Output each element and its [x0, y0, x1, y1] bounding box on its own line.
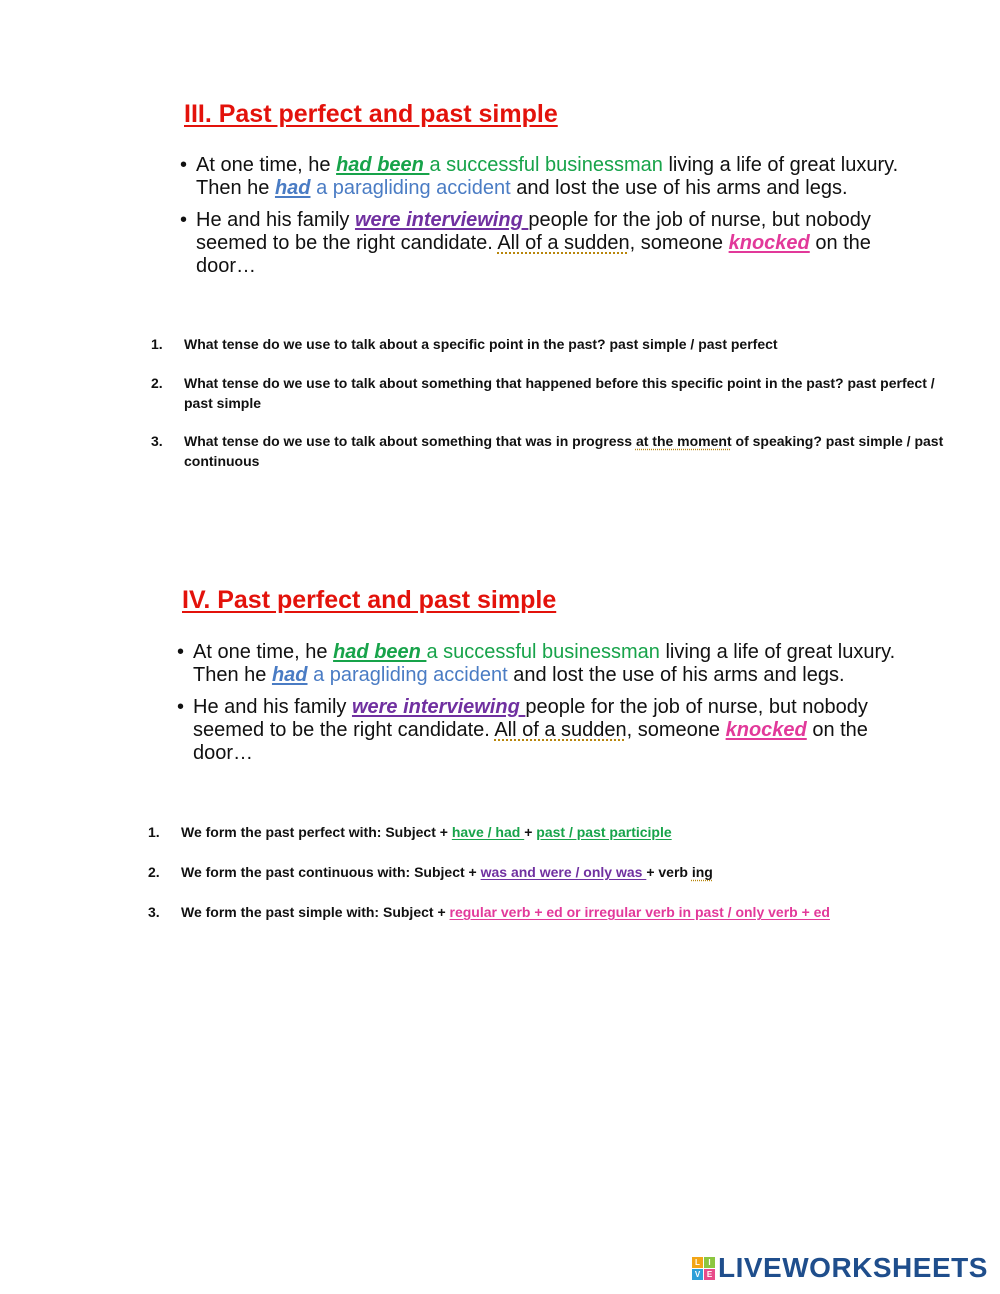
verb-had: had [274, 177, 311, 199]
bullet-dot-icon: • [177, 641, 185, 663]
bullet-dot-icon: • [177, 696, 185, 718]
question-item: 3. What tense do we use to talk about something that was in progress at the moment of speaking? past simple / past continuous [151, 433, 944, 469]
question-item: 2. We form the past continuous with: Subject + was and were / only was + verb ing [148, 864, 713, 880]
section-iii-heading: III. Past perfect and past simple [184, 100, 558, 128]
liveworksheets-logo-text: LIVEWORKSHEETS [718, 1252, 988, 1283]
section-iv-bullet-2: • He and his family were interviewing people for the job of nurse, but nobody seemed to be the right candidate. All of a sudden, someone knocked on the door… [177, 696, 868, 764]
section-iii-bullet-2: • He and his family were interviewing people for the job of nurse, but nobody seemed to be the right candidate. All of a sudden, someone knocked on the door… [180, 209, 871, 277]
verb-knocked: knocked [725, 719, 807, 741]
bullet-dot-icon: • [180, 209, 188, 231]
bullet-dot-icon: • [180, 154, 188, 176]
question-item: 2. What tense do we use to talk about something that happened before this specific point in the past? past perfect / past simple [151, 375, 935, 411]
liveworksheets-logo [692, 1253, 988, 1283]
question-item: 1. What tense do we use to talk about a specific point in the past? past simple / past perfect [151, 336, 778, 352]
answer-past-perfect-verb[interactable]: past / past participle [536, 824, 672, 840]
verb-were-interviewing: were interviewing [351, 696, 526, 718]
section-iii-questions [151, 334, 956, 471]
answer-past-perfect-aux[interactable]: have / had [451, 824, 525, 840]
section-iv-questions [148, 822, 958, 922]
verb-knocked: knocked [728, 232, 810, 254]
question-item: 3. We form the past simple with: Subject + regular verb + ed or irregular verb in past / only verb + ed [148, 904, 830, 920]
question-item: 1. We form the past perfect with: Subject + have / had + past / past participle [148, 824, 672, 840]
section-iii-bullet-1: • At one time, he had been a successful businessman living a life of great luxury. Then he had a paragliding accident and lost the use of his arms and legs. [180, 154, 899, 199]
verb-were-interviewing: were interviewing [354, 209, 529, 231]
section-iii-bullets [180, 154, 920, 287]
section-iv-heading: IV. Past perfect and past simple [182, 586, 557, 614]
section-iv-bullets [177, 641, 922, 774]
answer-past-continuous-aux[interactable]: was and were / only was [480, 864, 647, 880]
verb-had-been: had been [336, 154, 430, 176]
verb-had-been: had been [333, 641, 427, 663]
liveworksheets-logo-icon: L I V E [692, 1257, 715, 1280]
section-iv-bullet-1: • At one time, he had been a successful businessman living a life of great luxury. Then he had a paragliding accident and lost the use of his arms and legs. [177, 641, 896, 686]
answer-past-simple-form[interactable]: regular verb + ed or irregular verb in past / only verb + ed [449, 904, 830, 920]
verb-had: had [271, 664, 308, 686]
